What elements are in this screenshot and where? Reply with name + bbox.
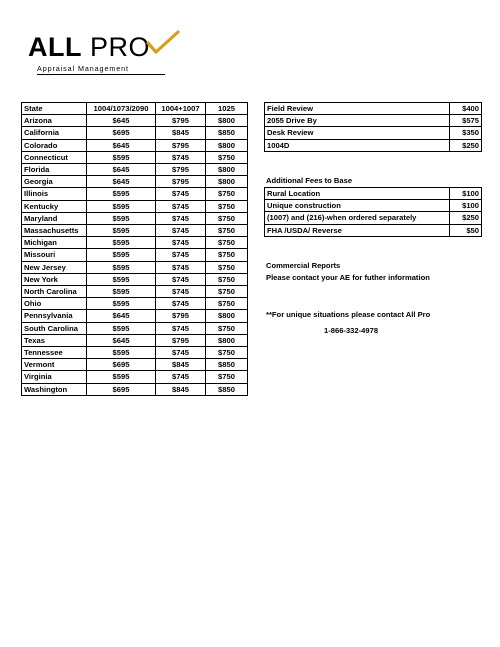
cell-price-1025: $800 (206, 164, 248, 176)
cell-price-1025: $850 (206, 383, 248, 395)
cell-price-1025: $850 (206, 359, 248, 371)
unique-situations-note: **For unique situations please contact All Pro (266, 310, 431, 319)
table-row (22, 359, 248, 371)
cell-state: New York (22, 273, 87, 285)
table-row (22, 298, 248, 310)
cell-price-1004: $695 (87, 127, 156, 139)
cell-price-1004-1007: $745 (156, 188, 206, 200)
state-pricing-table (21, 102, 248, 396)
table-row (22, 334, 248, 346)
cell-state: Massachusetts (22, 225, 87, 237)
cell-price-1025: $800 (206, 310, 248, 322)
cell-state: Tennessee (22, 347, 87, 359)
cell-price-1025: $750 (206, 286, 248, 298)
cell-price-1025: $750 (206, 371, 248, 383)
cell-price-1025: $750 (206, 298, 248, 310)
table-row (22, 151, 248, 163)
table-row (22, 127, 248, 139)
cell-price-1004: $695 (87, 383, 156, 395)
logo-pro: PRO (90, 32, 151, 62)
logo-all: ALL (28, 32, 82, 62)
cell-price-1004-1007: $745 (156, 286, 206, 298)
cell-price-1004-1007: $795 (156, 115, 206, 127)
cell-service: FHA /USDA/ Reverse (265, 224, 450, 236)
cell-price-1004-1007: $745 (156, 225, 206, 237)
table-row (22, 237, 248, 249)
table-row (22, 200, 248, 212)
table-row (265, 224, 482, 236)
column-header-price-1025: 1025 (206, 103, 248, 115)
cell-state: Pennsylvania (22, 310, 87, 322)
cell-price: $50 (450, 224, 482, 236)
table-row (22, 347, 248, 359)
logo-underline (37, 74, 145, 75)
cell-state: California (22, 127, 87, 139)
cell-price-1025: $800 (206, 115, 248, 127)
cell-price-1025: $750 (206, 249, 248, 261)
cell-service: 2055 Drive By (265, 115, 450, 127)
cell-price-1004-1007: $795 (156, 164, 206, 176)
cell-state: Texas (22, 334, 87, 346)
cell-price-1004-1007: $845 (156, 383, 206, 395)
column-header-price-1004: 1004/1073/2090 (87, 103, 156, 115)
cell-price-1004-1007: $795 (156, 310, 206, 322)
cell-price-1004: $645 (87, 310, 156, 322)
cell-service: Field Review (265, 103, 450, 115)
additional-fees-heading: Additional Fees to Base (266, 176, 353, 185)
cell-price-1004-1007: $745 (156, 249, 206, 261)
additional-fees-table (264, 187, 482, 237)
cell-state: Washington (22, 383, 87, 395)
phone-number: 1-866-332-4978 (324, 326, 379, 335)
cell-price-1004: $595 (87, 286, 156, 298)
checkmark-icon (134, 28, 188, 58)
cell-price-1004: $595 (87, 249, 156, 261)
table-row (22, 115, 248, 127)
cell-state: South Carolina (22, 322, 87, 334)
cell-state: Maryland (22, 212, 87, 224)
table-row (265, 115, 482, 127)
cell-service: Desk Review (265, 127, 450, 139)
cell-service: 1004D (265, 139, 450, 151)
cell-price: $250 (450, 212, 482, 224)
cell-price: $350 (450, 127, 482, 139)
cell-price-1004: $595 (87, 237, 156, 249)
commercial-reports-heading: Commercial Reports (266, 261, 341, 270)
cell-price-1004: $695 (87, 359, 156, 371)
table-row (22, 212, 248, 224)
cell-price-1004-1007: $745 (156, 151, 206, 163)
table-row (22, 371, 248, 383)
column-header-state: State (22, 103, 87, 115)
table-row (265, 103, 482, 115)
cell-price-1025: $750 (206, 237, 248, 249)
table-row (265, 200, 482, 212)
cell-price-1004: $645 (87, 115, 156, 127)
cell-service: (1007) and (216)-when ordered separately (265, 212, 450, 224)
cell-state: Michigan (22, 237, 87, 249)
logo-tagline: Appraisal Management (37, 64, 129, 73)
cell-price-1004: $595 (87, 225, 156, 237)
cell-price-1004: $645 (87, 164, 156, 176)
cell-price-1004-1007: $795 (156, 139, 206, 151)
cell-state: Virginia (22, 371, 87, 383)
table-row (22, 139, 248, 151)
cell-state: Connecticut (22, 151, 87, 163)
cell-state: Vermont (22, 359, 87, 371)
cell-price-1004-1007: $795 (156, 334, 206, 346)
table-row (22, 176, 248, 188)
cell-price: $575 (450, 115, 482, 127)
cell-price: $250 (450, 139, 482, 151)
cell-price-1025: $750 (206, 188, 248, 200)
cell-price-1004-1007: $745 (156, 298, 206, 310)
cell-price-1025: $750 (206, 200, 248, 212)
table-row (22, 286, 248, 298)
cell-price-1004-1007: $745 (156, 273, 206, 285)
cell-price-1004: $595 (87, 151, 156, 163)
table-row (22, 249, 248, 261)
cell-price-1004: $645 (87, 334, 156, 346)
cell-price-1025: $850 (206, 127, 248, 139)
cell-state: Kentucky (22, 200, 87, 212)
table-row (22, 310, 248, 322)
column-header-price-1004-1007: 1004+1007 (156, 103, 206, 115)
cell-price-1004-1007: $845 (156, 359, 206, 371)
cell-price-1004-1007: $745 (156, 200, 206, 212)
cell-price-1004-1007: $745 (156, 261, 206, 273)
cell-state: New Jersey (22, 261, 87, 273)
cell-state: Colorado (22, 139, 87, 151)
cell-state: Ohio (22, 298, 87, 310)
table-row (22, 188, 248, 200)
logo-underline-accent (145, 74, 165, 75)
cell-price-1004: $645 (87, 176, 156, 188)
cell-price-1004-1007: $745 (156, 322, 206, 334)
table-row (22, 261, 248, 273)
cell-price-1004: $595 (87, 322, 156, 334)
cell-service: Rural Location (265, 188, 450, 200)
cell-state: Florida (22, 164, 87, 176)
table-row (22, 164, 248, 176)
cell-price-1004: $595 (87, 200, 156, 212)
table-row (22, 225, 248, 237)
company-logo (28, 28, 168, 78)
cell-price-1004-1007: $795 (156, 176, 206, 188)
cell-price-1004-1007: $745 (156, 212, 206, 224)
cell-price-1025: $750 (206, 212, 248, 224)
cell-price-1004-1007: $745 (156, 371, 206, 383)
cell-price-1025: $750 (206, 225, 248, 237)
table-row (22, 273, 248, 285)
cell-state: Arizona (22, 115, 87, 127)
cell-price-1025: $800 (206, 176, 248, 188)
cell-price-1004: $595 (87, 273, 156, 285)
cell-state: North Carolina (22, 286, 87, 298)
cell-state: Georgia (22, 176, 87, 188)
cell-price-1004: $595 (87, 347, 156, 359)
cell-price: $400 (450, 103, 482, 115)
cell-price-1025: $750 (206, 347, 248, 359)
cell-state: Illinois (22, 188, 87, 200)
cell-price-1004-1007: $745 (156, 347, 206, 359)
cell-price-1025: $800 (206, 139, 248, 151)
table-row (265, 139, 482, 151)
cell-price-1004: $645 (87, 139, 156, 151)
cell-service: Unique construction (265, 200, 450, 212)
table-row (265, 212, 482, 224)
logo-wordmark (28, 32, 150, 62)
table-row (265, 127, 482, 139)
table-row (22, 322, 248, 334)
cell-price-1025: $800 (206, 334, 248, 346)
cell-price-1004: $595 (87, 212, 156, 224)
cell-state: Missouri (22, 249, 87, 261)
cell-price-1004: $595 (87, 188, 156, 200)
cell-price: $100 (450, 188, 482, 200)
cell-price-1025: $750 (206, 273, 248, 285)
cell-price-1004: $595 (87, 371, 156, 383)
cell-price-1004: $595 (87, 298, 156, 310)
cell-price-1004: $595 (87, 261, 156, 273)
cell-price-1025: $750 (206, 151, 248, 163)
cell-price-1025: $750 (206, 261, 248, 273)
table-row (22, 383, 248, 395)
table-row (265, 188, 482, 200)
cell-price-1004-1007: $845 (156, 127, 206, 139)
commercial-reports-text: Please contact your AE for futher information (266, 273, 430, 282)
cell-price: $100 (450, 200, 482, 212)
cell-price-1025: $750 (206, 322, 248, 334)
review-pricing-table (264, 102, 482, 152)
cell-price-1004-1007: $745 (156, 237, 206, 249)
table-header-row (22, 103, 248, 115)
